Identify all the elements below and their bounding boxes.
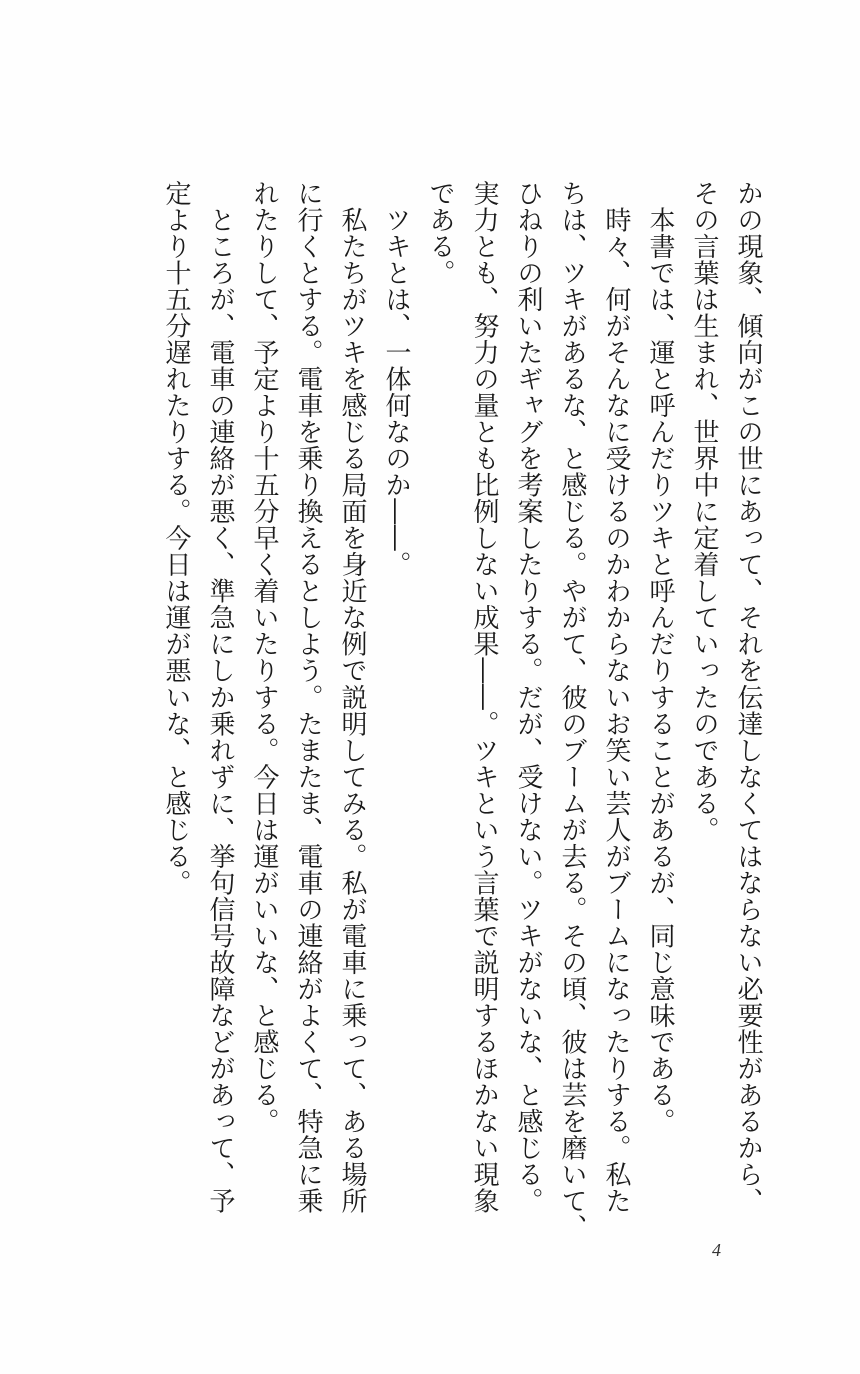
text-line: ところが、電車の連絡が悪く、準急にしか乗れずに、挙句信号故障などがあって、予 bbox=[205, 180, 235, 1215]
page-number: 4 bbox=[712, 1240, 721, 1260]
text-line: 本書では、運と呼んだりツキと呼んだりすることがあるが、同じ意味である。 bbox=[645, 180, 675, 1135]
text-line: 私たちがツキを感じる局面を身近な例で説明してみる。私が電車に乗って、ある場所 bbox=[337, 180, 367, 1215]
text-line: に行くとする。電車を乗り換えるとしよう。たまたま、電車の連絡がよくて、特急に乗 bbox=[293, 180, 323, 1215]
text-line: 実力とも、努力の量とも比例しない成果――。ツキという言葉で説明するほかない現象 bbox=[469, 180, 499, 1215]
vertical-text-body bbox=[154, 180, 770, 1240]
text-line: ツキとは、一体何なのか――。 bbox=[381, 180, 411, 578]
text-line: その言葉は生まれ、世界中に定着していったのである。 bbox=[689, 180, 719, 843]
text-line: ひねりの利いたギャグを考案したりする。だが、受けない。ツキがないな、と感じる。 bbox=[513, 180, 543, 1215]
text-line: れたりして、予定より十五分早く着いたりする。今日は運がいいな、と感じる。 bbox=[249, 180, 279, 1135]
text-line: ちは、ツキがあるな、と感じる。やがて、彼のブームが去る。その頃、彼は芸を磨いて、 bbox=[557, 180, 587, 1241]
text-line: である。 bbox=[425, 180, 455, 287]
text-line: かの現象、傾向がこの世にあって、それを伝達しなくてはならない必要性があるから、 bbox=[733, 180, 763, 1215]
text-line: 時々、何がそんなに受けるのかわからないお笑い芸人がブームになったりする。私た bbox=[601, 180, 631, 1215]
text-line: 定より十五分遅れたりする。今日は運が悪いな、と感じる。 bbox=[161, 180, 191, 897]
